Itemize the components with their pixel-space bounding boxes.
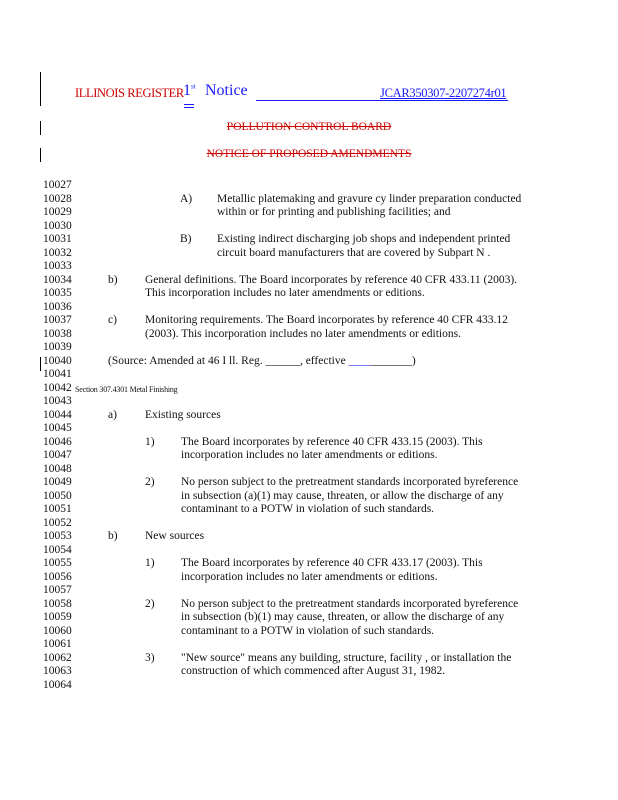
item-a2-1-text: incorporation includes no later amendments or editions. [181, 449, 438, 461]
line-number: 10031 [43, 233, 72, 245]
item-b2-1-label: 1) [145, 557, 155, 569]
source-blank-blue: ____ [348, 354, 372, 367]
item-b2-text: New sources [145, 530, 205, 542]
item-b2-2-text: in subsection (b)(1) may cause, threaten, or allow the discharge of any [181, 611, 505, 623]
page-marker-superscript: st [191, 82, 196, 91]
line-number: 10029 [43, 206, 72, 218]
line-number: 10054 [43, 543, 72, 556]
item-A-text: within or for printing and publishing facilities; and [217, 206, 451, 218]
line-number: 10042 [43, 381, 72, 394]
page-marker [183, 82, 196, 100]
board-title: POLLUTION CONTROL BOARD [226, 121, 392, 133]
item-b2-1-text: The Board incorporates by reference 40 CFR 433.17 (2003). This [181, 557, 483, 569]
line-number: 10046 [43, 435, 72, 448]
item-a2-1-text: The Board incorporates by reference 40 CFR 433.15 (2003). This [181, 435, 483, 448]
item-b2-2-text: No person subject to the pretreatment standards incorporated byreference [181, 597, 519, 610]
line-number: 10044 [43, 408, 72, 421]
line-number: 10049 [43, 476, 72, 488]
notice-title: NOTICE OF PROPOSED AMENDMENTS [206, 148, 412, 160]
line-number: 10036 [43, 300, 72, 313]
line-number: 10028 [43, 192, 72, 205]
line-number: 10055 [43, 557, 72, 569]
item-a2-2-text: in subsection (a)(1) may cause, threaten, or allow the discharge of any [181, 489, 504, 502]
line-number: 10057 [43, 584, 72, 596]
jcar-code: JCAR350307-2207274r01 [380, 86, 507, 100]
line-number: 10064 [43, 678, 72, 691]
line-number: 10051 [43, 503, 72, 515]
line-number: 10045 [43, 422, 72, 434]
item-a2-text: Existing sources [145, 408, 221, 421]
section-heading: Section 307.4301 Metal Finishing [75, 385, 178, 394]
item-b2-3-text: "New source" means any building, structure, facility , or installation the [181, 651, 512, 664]
register-title: ILLINOIS REGISTER [75, 86, 184, 100]
line-number: 10033 [43, 260, 72, 272]
line-number: 10050 [43, 489, 72, 502]
item-c-label: c) [108, 314, 117, 326]
item-b2-3-label: 3) [145, 651, 155, 664]
line-number: 10056 [43, 570, 72, 583]
line-number: 10060 [43, 624, 72, 637]
line-number: 10062 [43, 651, 72, 664]
line-number: 10063 [43, 665, 72, 677]
line-number: 10039 [43, 341, 72, 353]
line-number: 10035 [43, 287, 72, 299]
item-c-text: (2003). This incorporation includes no later amendments or editions. [145, 327, 461, 340]
line-number: 10061 [43, 638, 72, 650]
item-B-label: B) [180, 233, 192, 245]
line-number: 10048 [43, 462, 72, 475]
item-b2-label: b) [108, 530, 118, 542]
item-B-text: circuit board manufacturers that are covered by Subpart N . [217, 246, 491, 259]
line-number: 10037 [43, 314, 72, 326]
item-c-text: Monitoring requirements. The Board incorporates by reference 40 CFR 433.12 [145, 314, 508, 326]
item-b-text: This incorporation includes no later amendments or editions. [145, 287, 425, 299]
item-B-text: Existing indirect discharging job shops and independent printed [217, 233, 511, 245]
page-marker-underline [184, 104, 194, 108]
item-b2-3-text: construction of which commenced after August 31, 1982. [181, 665, 446, 677]
change-bar [40, 72, 41, 106]
item-a2-2-label: 2) [145, 476, 155, 488]
change-bar [40, 357, 41, 371]
item-A-text: Metallic platemaking and gravure cy linder preparation conducted [217, 192, 522, 205]
item-b-text: General definitions. The Board incorporates by reference 40 CFR 433.11 (2003). [145, 273, 518, 286]
item-a2-2-text: No person subject to the pretreatment standards incorporated byreference [181, 476, 519, 488]
source-note-text: (Source: Amended at 46 I ll. Reg. ______, effective [108, 354, 349, 367]
item-a2-2-text: contaminant to a POTW in violation of such standards. [181, 503, 435, 515]
line-number: 10047 [43, 449, 72, 461]
item-b-label: b) [108, 273, 118, 286]
line-number: 10027 [43, 179, 72, 191]
line-number: 10032 [43, 246, 72, 259]
item-b2-2-text: contaminant to a POTW in violation of such standards. [181, 624, 435, 637]
line-number: 10034 [43, 273, 72, 286]
source-note [108, 354, 416, 368]
page-marker-number: 1 [183, 82, 191, 99]
notice-heading: Notice [205, 82, 248, 99]
line-number: 10040 [43, 354, 72, 367]
line-number: 10052 [43, 516, 72, 529]
item-A-label: A) [180, 192, 193, 205]
line-number: 10053 [43, 530, 72, 542]
line-number: 10038 [43, 327, 72, 340]
item-a2-1-label: 1) [145, 435, 155, 448]
item-a2-label: a) [108, 408, 117, 421]
item-b2-2-label: 2) [145, 597, 155, 610]
line-number: 10043 [43, 395, 72, 407]
line-number: 10058 [43, 597, 72, 610]
source-blank-rest: _______) [371, 354, 416, 367]
line-number: 10030 [43, 219, 72, 232]
line-number: 10059 [43, 611, 72, 623]
line-number: 10041 [43, 368, 72, 380]
item-b2-1-text: incorporation includes no later amendments or editions. [181, 570, 438, 583]
